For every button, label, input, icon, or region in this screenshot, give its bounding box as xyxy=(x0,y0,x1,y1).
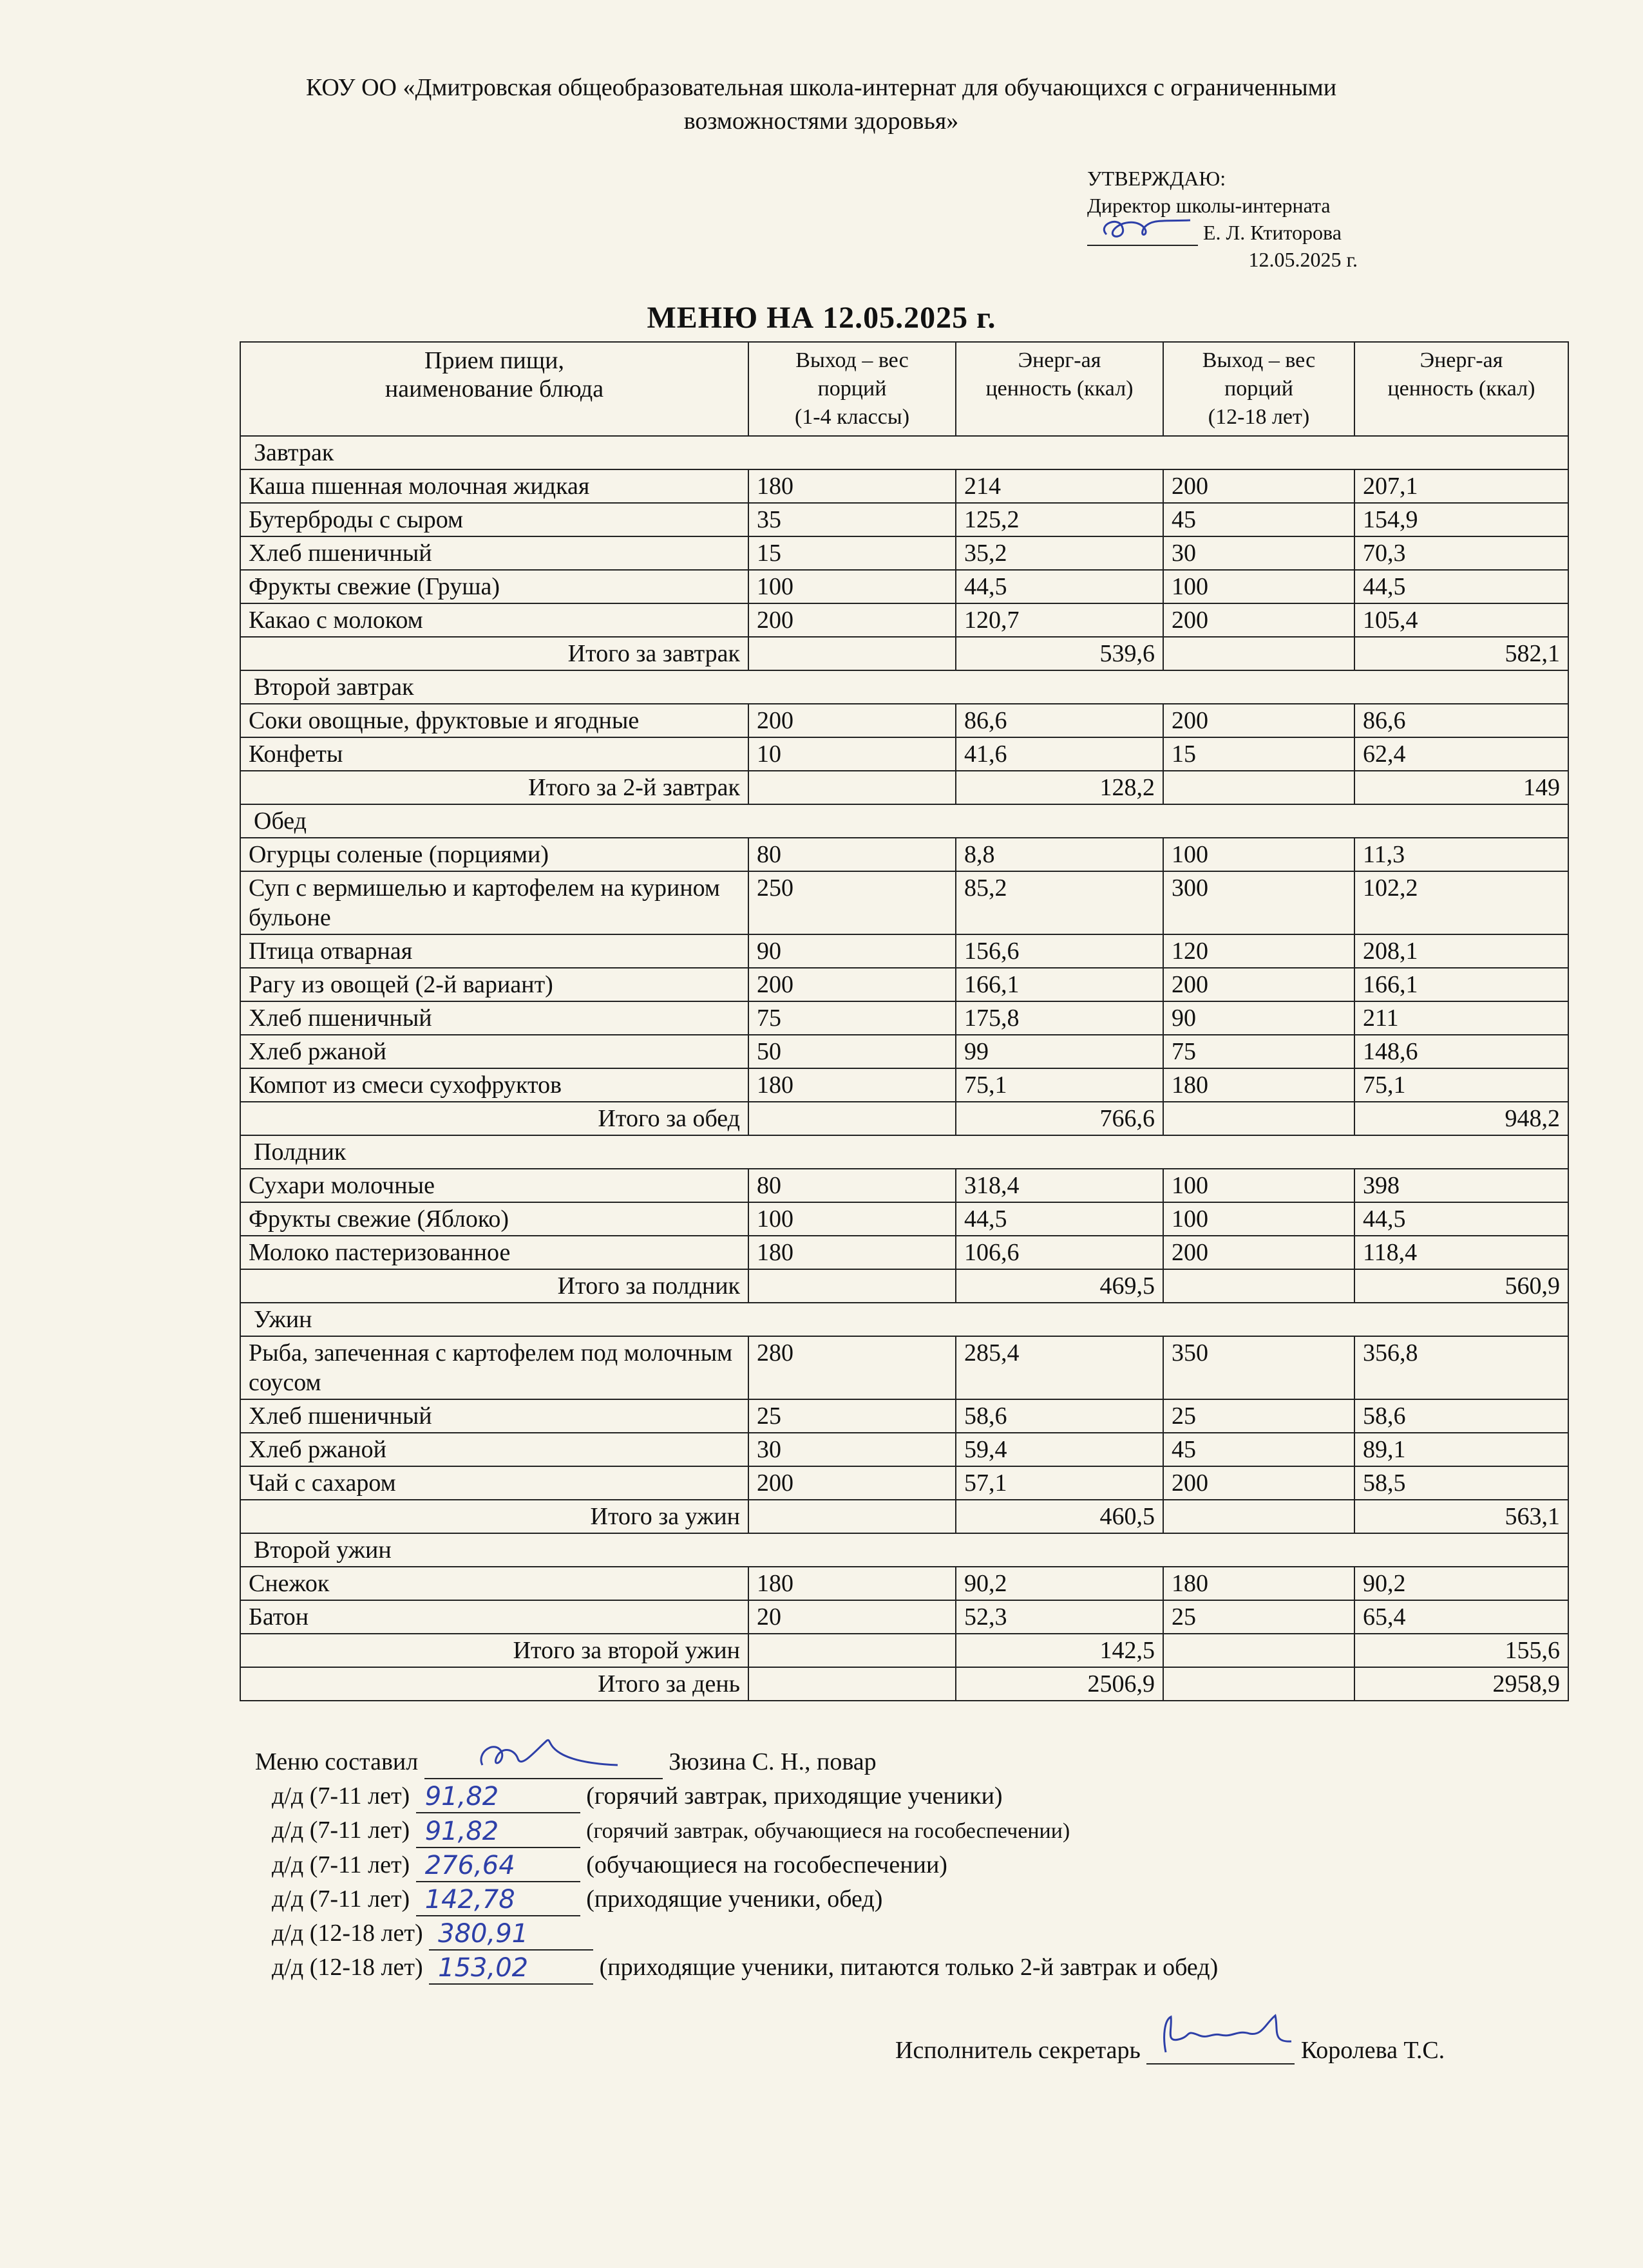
day-total-label: Итого за день xyxy=(240,1667,748,1701)
cell-w1: 80 xyxy=(748,838,956,871)
cell-w1: 280 xyxy=(748,1336,956,1399)
section-name: Ужин xyxy=(240,1303,1568,1336)
org-line-2: возможностями здоровья» xyxy=(683,108,959,135)
total-empty xyxy=(748,1500,956,1533)
cell-e1: 318,4 xyxy=(956,1169,1163,1202)
total-label: Итого за обед xyxy=(240,1102,748,1135)
cell-e2: 44,5 xyxy=(1354,570,1568,603)
cell-w2: 120 xyxy=(1163,934,1354,968)
cell-e1: 35,2 xyxy=(956,536,1163,570)
page-title: МЕНЮ НА 12.05.2025 г. xyxy=(647,301,996,335)
cell-w2: 300 xyxy=(1163,871,1354,934)
table-row xyxy=(240,1399,1568,1433)
table-row xyxy=(240,968,1568,1001)
table-row xyxy=(240,1466,1568,1500)
total-label: Итого за 2-й завтрак xyxy=(240,771,748,804)
dd-label: д/д (7-11 лет) xyxy=(272,1885,410,1913)
executor-signature-line xyxy=(1146,2035,1295,2065)
cell-w2: 200 xyxy=(1163,469,1354,503)
total-empty xyxy=(1163,1667,1354,1701)
cell-w2: 200 xyxy=(1163,603,1354,637)
section-name: Обед xyxy=(240,804,1568,838)
menu-table-body xyxy=(240,436,1568,1701)
cell-dish: Хлеб пшеничный xyxy=(240,1399,748,1433)
cell-e2: 44,5 xyxy=(1354,1202,1568,1236)
header-output-12-18: Выход – вес порций (12-18 лет) xyxy=(1163,342,1354,436)
total-empty xyxy=(1163,771,1354,804)
dd-note: (приходящие ученики, обед) xyxy=(586,1885,883,1913)
total-empty xyxy=(748,771,956,804)
table-row xyxy=(240,737,1568,771)
cell-dish: Батон xyxy=(240,1600,748,1634)
cell-dish: Бутерброды с сыром xyxy=(240,503,748,536)
cell-e1: 57,1 xyxy=(956,1466,1163,1500)
composer-label: Меню составил xyxy=(255,1748,419,1775)
table-row xyxy=(240,603,1568,637)
table-row xyxy=(240,1567,1568,1600)
total-empty xyxy=(748,1102,956,1135)
table-row xyxy=(240,469,1568,503)
dd-row xyxy=(255,1813,1218,1848)
cell-e2: 58,6 xyxy=(1354,1399,1568,1433)
total-energy-1-4: 128,2 xyxy=(956,771,1163,804)
cell-w2: 100 xyxy=(1163,570,1354,603)
cell-w2: 200 xyxy=(1163,704,1354,737)
cell-e2: 166,1 xyxy=(1354,968,1568,1001)
cell-w1: 100 xyxy=(748,570,956,603)
cell-e1: 41,6 xyxy=(956,737,1163,771)
total-row xyxy=(240,1102,1568,1135)
dd-row xyxy=(255,1882,1218,1916)
approver-position: Директор школы-интерната xyxy=(1087,194,1331,217)
section-row xyxy=(240,1135,1568,1169)
cell-w1: 200 xyxy=(748,704,956,737)
cell-w1: 180 xyxy=(748,1068,956,1102)
cell-w2: 100 xyxy=(1163,1169,1354,1202)
cell-e1: 44,5 xyxy=(956,1202,1163,1236)
header-output-1-4: Выход – вес порций (1-4 классы) xyxy=(748,342,956,436)
cell-w1: 75 xyxy=(748,1001,956,1035)
cell-e2: 154,9 xyxy=(1354,503,1568,536)
menu-table xyxy=(240,341,1569,1701)
executor-signature-icon xyxy=(1146,2010,1301,2062)
section-row xyxy=(240,804,1568,838)
cell-w2: 90 xyxy=(1163,1001,1354,1035)
cell-dish: Конфеты xyxy=(240,737,748,771)
cell-dish: Сухари молочные xyxy=(240,1169,748,1202)
cell-w2: 100 xyxy=(1163,1202,1354,1236)
table-row xyxy=(240,1068,1568,1102)
director-signature-icon xyxy=(1094,209,1203,247)
footer-block xyxy=(255,1745,1218,1985)
cell-e2: 11,3 xyxy=(1354,838,1568,871)
cell-w1: 25 xyxy=(748,1399,956,1433)
cell-e2: 62,4 xyxy=(1354,737,1568,771)
cell-e1: 52,3 xyxy=(956,1600,1163,1634)
cell-e1: 44,5 xyxy=(956,570,1163,603)
cell-w1: 15 xyxy=(748,536,956,570)
cell-w2: 30 xyxy=(1163,536,1354,570)
total-empty xyxy=(748,1269,956,1303)
dd-value: 276,64 xyxy=(424,1851,515,1880)
table-row xyxy=(240,1169,1568,1202)
total-label: Итого за второй ужин xyxy=(240,1634,748,1667)
table-row xyxy=(240,1001,1568,1035)
dd-value: 91,82 xyxy=(424,1782,499,1811)
dd-row xyxy=(255,1916,1218,1951)
table-row xyxy=(240,871,1568,934)
total-label: Итого за ужин xyxy=(240,1500,748,1533)
total-row xyxy=(240,771,1568,804)
header-energy-1-4: Энерг-ая ценность (ккал) xyxy=(956,342,1163,436)
approver-signature-row xyxy=(1087,219,1358,246)
total-row xyxy=(240,1500,1568,1533)
cell-w2: 15 xyxy=(1163,737,1354,771)
cell-e1: 285,4 xyxy=(956,1336,1163,1399)
cell-dish: Суп с вермишелью и картофелем на курином бульоне xyxy=(240,871,748,934)
cell-e1: 85,2 xyxy=(956,871,1163,934)
total-empty xyxy=(1163,1634,1354,1667)
section-name: Второй завтрак xyxy=(240,670,1568,704)
table-row xyxy=(240,1236,1568,1269)
dd-value-line xyxy=(429,1921,593,1951)
composer-name: Зюзина С. Н., повар xyxy=(669,1748,877,1775)
cell-w1: 100 xyxy=(748,1202,956,1236)
dd-row xyxy=(255,1779,1218,1813)
cell-e2: 105,4 xyxy=(1354,603,1568,637)
total-empty xyxy=(1163,1269,1354,1303)
cell-e2: 58,5 xyxy=(1354,1466,1568,1500)
cell-w1: 50 xyxy=(748,1035,956,1068)
director-signature-line xyxy=(1087,222,1198,246)
cell-dish: Огурцы соленые (порциями) xyxy=(240,838,748,871)
table-row xyxy=(240,503,1568,536)
cell-w1: 20 xyxy=(748,1600,956,1634)
day-total-1-4: 2506,9 xyxy=(956,1667,1163,1701)
organization-header xyxy=(193,71,1449,138)
cell-w2: 25 xyxy=(1163,1399,1354,1433)
cell-e2: 102,2 xyxy=(1354,871,1568,934)
cell-e2: 118,4 xyxy=(1354,1236,1568,1269)
total-energy-1-4: 539,6 xyxy=(956,637,1163,670)
cell-w1: 90 xyxy=(748,934,956,968)
composer-signature-icon xyxy=(457,1733,650,1778)
cell-dish: Фрукты свежие (Яблоко) xyxy=(240,1202,748,1236)
dd-label: д/д (7-11 лет) xyxy=(272,1851,410,1878)
cell-dish: Хлеб пшеничный xyxy=(240,1001,748,1035)
cell-e2: 70,3 xyxy=(1354,536,1568,570)
cell-w1: 180 xyxy=(748,469,956,503)
cell-dish: Каша пшенная молочная жидкая xyxy=(240,469,748,503)
cell-dish: Хлеб пшеничный xyxy=(240,536,748,570)
cell-e2: 211 xyxy=(1354,1001,1568,1035)
approval-date: 12.05.2025 г. xyxy=(1248,248,1358,271)
dd-value-line xyxy=(416,1853,580,1882)
total-energy-12-18: 149 xyxy=(1354,771,1568,804)
total-row xyxy=(240,637,1568,670)
cell-e1: 106,6 xyxy=(956,1236,1163,1269)
dd-value-line xyxy=(416,1887,580,1916)
total-empty xyxy=(1163,1102,1354,1135)
cell-w1: 180 xyxy=(748,1567,956,1600)
cell-w2: 100 xyxy=(1163,838,1354,871)
total-energy-1-4: 469,5 xyxy=(956,1269,1163,1303)
cell-e1: 175,8 xyxy=(956,1001,1163,1035)
cell-w1: 200 xyxy=(748,1466,956,1500)
cell-w1: 10 xyxy=(748,737,956,771)
cell-dish: Какао с молоком xyxy=(240,603,748,637)
dd-value-line xyxy=(416,1819,580,1848)
cell-w2: 25 xyxy=(1163,1600,1354,1634)
cell-w1: 200 xyxy=(748,603,956,637)
total-row xyxy=(240,1634,1568,1667)
cell-e1: 86,6 xyxy=(956,704,1163,737)
section-row xyxy=(240,670,1568,704)
dd-value: 91,82 xyxy=(424,1817,499,1846)
dd-value-line xyxy=(429,1955,593,1985)
cell-dish: Снежок xyxy=(240,1567,748,1600)
cell-e1: 99 xyxy=(956,1035,1163,1068)
section-row xyxy=(240,436,1568,469)
cell-w2: 200 xyxy=(1163,1236,1354,1269)
cell-e1: 58,6 xyxy=(956,1399,1163,1433)
cell-dish: Чай с сахаром xyxy=(240,1466,748,1500)
dd-note: (приходящие ученики, питаются только 2-й завтрак и обед) xyxy=(599,1954,1219,1981)
section-name: Завтрак xyxy=(240,436,1568,469)
cell-w1: 250 xyxy=(748,871,956,934)
total-empty xyxy=(748,637,956,670)
total-row xyxy=(240,1269,1568,1303)
cell-e2: 90,2 xyxy=(1354,1567,1568,1600)
table-row xyxy=(240,1336,1568,1399)
dd-row xyxy=(255,1951,1218,1985)
cell-w1: 180 xyxy=(748,1236,956,1269)
table-row xyxy=(240,1202,1568,1236)
table-row xyxy=(240,838,1568,871)
cell-dish: Хлеб ржаной xyxy=(240,1035,748,1068)
cell-e1: 166,1 xyxy=(956,968,1163,1001)
table-row xyxy=(240,570,1568,603)
section-row xyxy=(240,1533,1568,1567)
dd-label: д/д (12-18 лет) xyxy=(272,1920,423,1947)
cell-e2: 75,1 xyxy=(1354,1068,1568,1102)
cell-w2: 180 xyxy=(1163,1567,1354,1600)
total-empty xyxy=(1163,1500,1354,1533)
dd-label: д/д (12-18 лет) xyxy=(272,1954,423,1981)
cell-dish: Хлеб ржаной xyxy=(240,1433,748,1466)
cell-e2: 148,6 xyxy=(1354,1035,1568,1068)
cell-dish: Компот из смеси сухофруктов xyxy=(240,1068,748,1102)
approve-heading: УТВЕРЖДАЮ: xyxy=(1087,167,1226,190)
total-energy-1-4: 766,6 xyxy=(956,1102,1163,1135)
cell-w1: 30 xyxy=(748,1433,956,1466)
header-energy-12-18: Энерг-ая ценность (ккал) xyxy=(1354,342,1568,436)
section-name: Второй ужин xyxy=(240,1533,1568,1567)
dd-note: (обучающиеся на гособеспечении) xyxy=(586,1851,947,1878)
day-total-row xyxy=(240,1667,1568,1701)
cell-e2: 356,8 xyxy=(1354,1336,1568,1399)
cell-w2: 200 xyxy=(1163,968,1354,1001)
total-energy-1-4: 142,5 xyxy=(956,1634,1163,1667)
cell-dish: Птица отварная xyxy=(240,934,748,968)
cell-e1: 8,8 xyxy=(956,838,1163,871)
cell-e1: 90,2 xyxy=(956,1567,1163,1600)
total-energy-12-18: 582,1 xyxy=(1354,637,1568,670)
executor-name: Королева Т.С. xyxy=(1300,2037,1445,2064)
executor-label: Исполнитель секретарь xyxy=(895,2037,1141,2064)
section-name: Полдник xyxy=(240,1135,1568,1169)
cell-e1: 120,7 xyxy=(956,603,1163,637)
cell-dish: Соки овощные, фруктовые и ягодные xyxy=(240,704,748,737)
total-energy-12-18: 155,6 xyxy=(1354,1634,1568,1667)
cell-w2: 180 xyxy=(1163,1068,1354,1102)
day-total-12-18: 2958,9 xyxy=(1354,1667,1568,1701)
cell-w2: 75 xyxy=(1163,1035,1354,1068)
approval-block xyxy=(1087,165,1358,273)
dd-value-line xyxy=(416,1784,580,1813)
dd-value: 142,78 xyxy=(424,1885,515,1914)
table-row xyxy=(240,704,1568,737)
cell-e2: 208,1 xyxy=(1354,934,1568,968)
dd-row xyxy=(255,1848,1218,1882)
total-energy-12-18: 948,2 xyxy=(1354,1102,1568,1135)
org-line-1: КОУ ОО «Дмитровская общеобразовательная школа-интернат для обучающихся с ограниченными xyxy=(305,74,1337,101)
cell-e2: 207,1 xyxy=(1354,469,1568,503)
cell-dish: Молоко пастеризованное xyxy=(240,1236,748,1269)
approver-name: Е. Л. Ктиторова xyxy=(1203,221,1342,244)
total-energy-1-4: 460,5 xyxy=(956,1500,1163,1533)
composer-signature-line xyxy=(424,1750,663,1779)
cell-e1: 59,4 xyxy=(956,1433,1163,1466)
dd-value: 153,02 xyxy=(438,1953,529,1983)
cell-e2: 398 xyxy=(1354,1169,1568,1202)
cell-dish: Рагу из овощей (2-й вариант) xyxy=(240,968,748,1001)
cell-e1: 214 xyxy=(956,469,1163,503)
cell-dish: Фрукты свежие (Груша) xyxy=(240,570,748,603)
table-row xyxy=(240,536,1568,570)
cell-w1: 200 xyxy=(748,968,956,1001)
dd-list xyxy=(255,1779,1218,1985)
cell-e1: 125,2 xyxy=(956,503,1163,536)
cell-w2: 45 xyxy=(1163,1433,1354,1466)
total-empty xyxy=(1163,637,1354,670)
section-row xyxy=(240,1303,1568,1336)
total-empty xyxy=(748,1634,956,1667)
dd-value: 380,91 xyxy=(438,1919,529,1949)
table-row xyxy=(240,1433,1568,1466)
total-label: Итого за завтрак xyxy=(240,637,748,670)
total-empty xyxy=(748,1667,956,1701)
cell-w1: 35 xyxy=(748,503,956,536)
cell-dish: Рыба, запеченная с картофелем под молочным соусом xyxy=(240,1336,748,1399)
dd-note: (горячий завтрак, обучающиеся на гособеспечении) xyxy=(586,1819,1070,1843)
total-energy-12-18: 560,9 xyxy=(1354,1269,1568,1303)
cell-e1: 75,1 xyxy=(956,1068,1163,1102)
dd-note: (горячий завтрак, приходящие ученики) xyxy=(586,1782,1003,1810)
cell-e2: 89,1 xyxy=(1354,1433,1568,1466)
dd-label: д/д (7-11 лет) xyxy=(272,1782,410,1810)
total-energy-12-18: 563,1 xyxy=(1354,1500,1568,1533)
dd-label: д/д (7-11 лет) xyxy=(272,1817,410,1844)
executor-row xyxy=(895,2035,1445,2065)
table-header-row xyxy=(240,342,1568,436)
cell-w2: 200 xyxy=(1163,1466,1354,1500)
total-label: Итого за полдник xyxy=(240,1269,748,1303)
cell-w2: 45 xyxy=(1163,503,1354,536)
table-row xyxy=(240,1035,1568,1068)
cell-e2: 86,6 xyxy=(1354,704,1568,737)
cell-e2: 65,4 xyxy=(1354,1600,1568,1634)
cell-w1: 80 xyxy=(748,1169,956,1202)
header-meal: Прием пищи, наименование блюда xyxy=(240,342,748,436)
cell-w2: 350 xyxy=(1163,1336,1354,1399)
cell-e1: 156,6 xyxy=(956,934,1163,968)
table-row xyxy=(240,1600,1568,1634)
table-row xyxy=(240,934,1568,968)
composer-row xyxy=(255,1745,1218,1779)
